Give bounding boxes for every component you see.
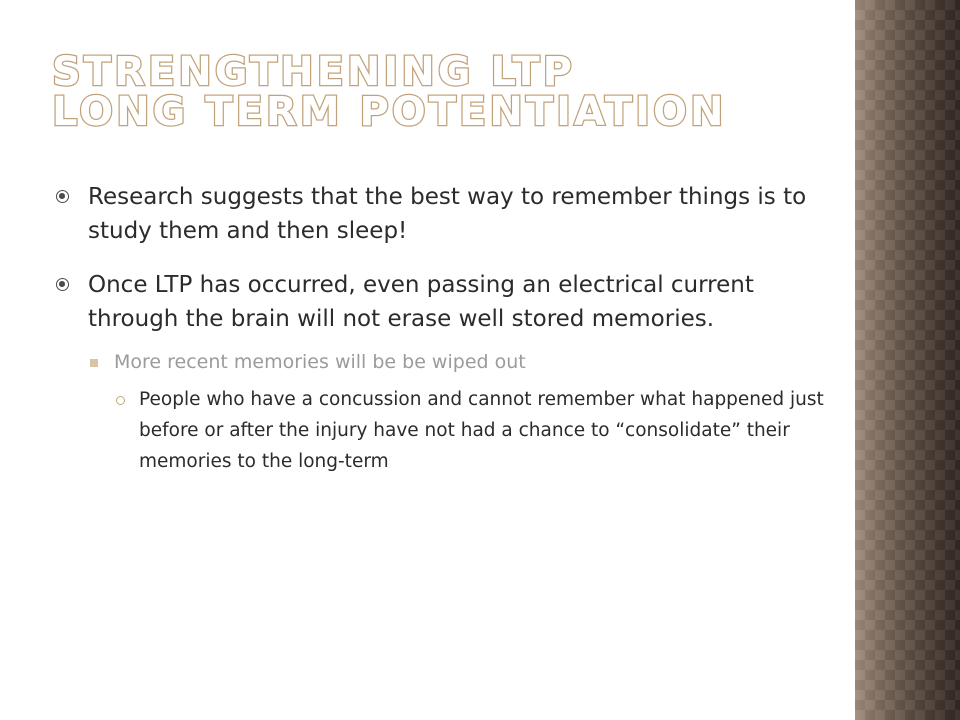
circle-dot-bullet-icon — [56, 190, 69, 203]
slide-title — [52, 49, 842, 135]
sub-sub-bullet-text: People who have a concussion and cannot remember what happened just before or after the injury have not had a chance to “consolidate” their memories to the long-term — [139, 389, 824, 472]
square-bullet-icon — [90, 359, 98, 367]
sub-bullet-item — [56, 348, 836, 376]
sub-bullet-text: More recent memories will be be wiped out — [114, 351, 526, 373]
bullet-item — [56, 180, 836, 248]
bullet-text: Research suggests that the best way to remember things is to study them and then sleep! — [88, 184, 807, 244]
slide-content — [56, 180, 836, 477]
title-line-2: LONG TERM POTENTIATION — [52, 89, 727, 135]
title-line-1: STRENGTHENING LTP — [52, 49, 575, 95]
decorative-side-panel — [855, 0, 960, 720]
bullet-item — [56, 268, 836, 336]
hollow-circle-bullet-icon — [116, 396, 125, 405]
sub-sub-bullet-item — [56, 384, 836, 477]
bullet-text: Once LTP has occurred, even passing an electrical current through the brain will not erase well stored memories. — [88, 272, 754, 332]
circle-dot-bullet-icon — [56, 278, 69, 291]
